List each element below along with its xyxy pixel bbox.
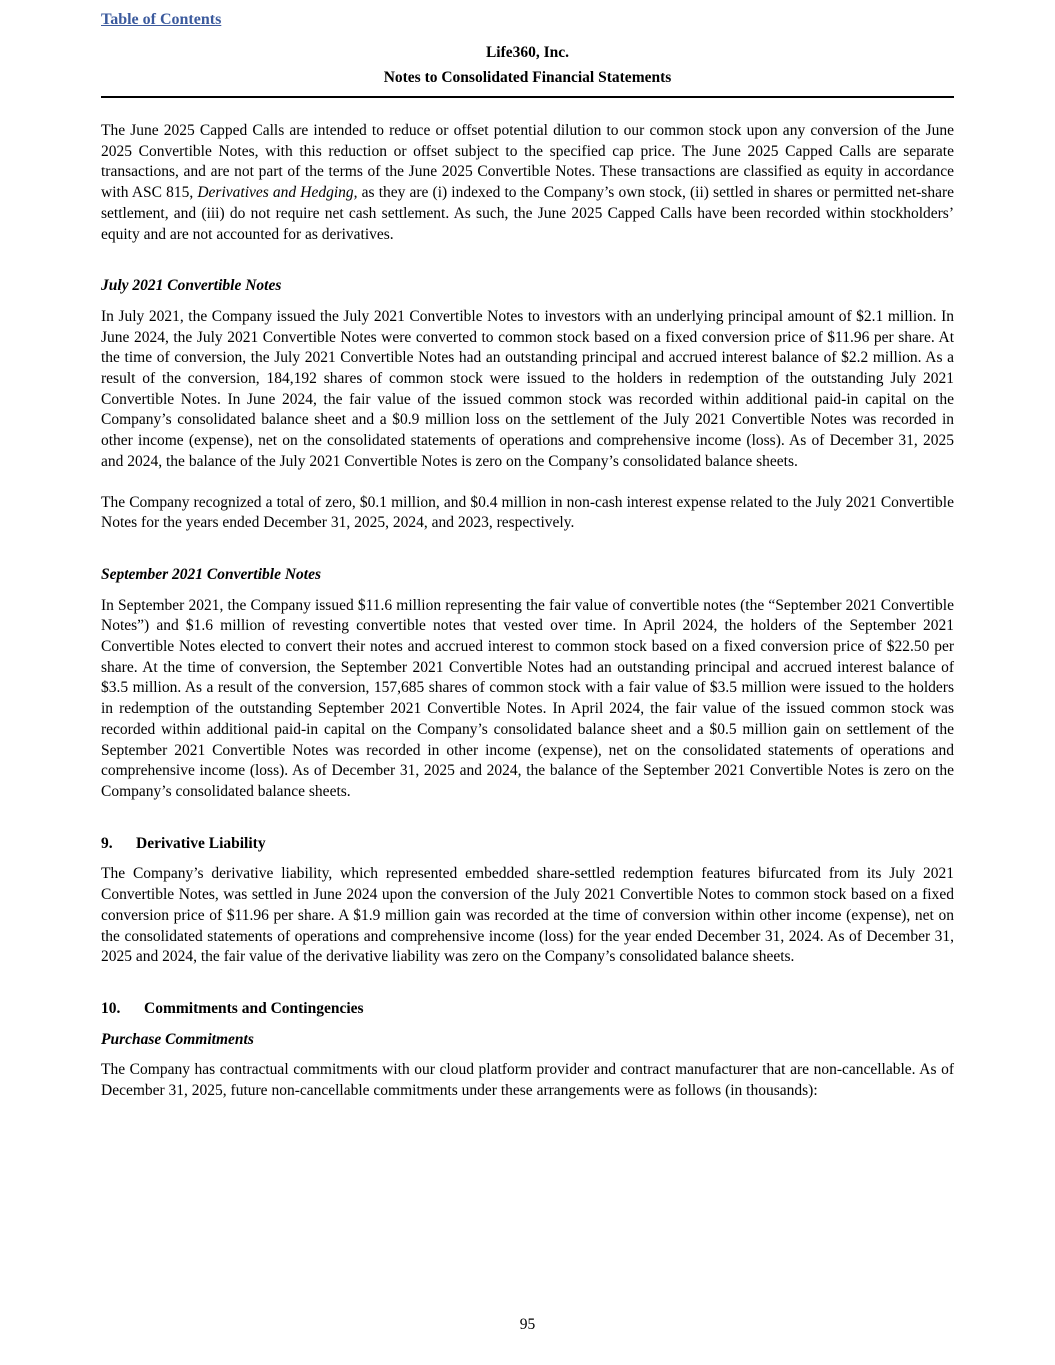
table-of-contents-link[interactable]: Table of Contents [101,11,222,28]
page-subtitle: Notes to Consolidated Financial Statements [383,69,672,86]
commitments-paragraph: The Company has contractual commitments with our cloud platform provider and contract manufacturer that are non-cancellable. As of December 31, 2025, future non-cancellable commitments under these arrangements were as follows (in thousands): [101,1061,954,1100]
section-title: Commitments and Contingencies [144,999,364,1017]
capped-calls-text-a: The June 2025 Capped Calls are intended to reduce or offset potential dilution to our common stock upon any conversion of the June 2025 Convertible Notes, with this reduction or offset subject to the specified cap price. The June 2025 Capped Calls are separate transactions, and are not part of the terms of the June 2025 Convertible Notes. These transactions are classified as equity in accordance with ASC 815, [101,122,954,202]
section-number: 9. [101,834,113,852]
capped-calls-text-b: as they are (i) indexed to the Company’s own stock, (ii) settled in shares or permitted net-share settlement, and (iii) do not require net cash settlement. As such, the June 2025 Capped Calls have been recorded within stockholders’ equity and are not accounted for as derivatives. [101,184,955,243]
page-number: 95 [519,1316,536,1333]
derivative-liability-paragraph: The Company’s derivative liability, which represented embedded share-settled redemption features bifurcated from its July 2021 Convertible Notes, was settled in June 2024 upon the conversion of the July 2021 Convertible Notes to common stock based on a fixed conversion price of $11.96 per share. A $1.9 million gain was recorded at the time of conversion within other income (expense), net on the consolidated statements of operations and comprehensive income (loss) for the year ended December 31, 2024. As of December 31, 2025 and 2024, the fair value of the derivative liability was zero on the Company’s consolidated balance sheets. [101,865,954,966]
capped-calls-paragraph [101,121,954,245]
july-2021-heading: July 2021 Convertible Notes [101,277,282,295]
september-2021-heading: September 2021 Convertible Notes [101,565,321,583]
july-2021-paragraph-2: The Company recognized a total of zero, $0.1 million, and $0.4 million in non-cash interest expense related to the July 2021 Convertible Notes for the years ended December 31, 2025, 2024, and 2023, respectively. [101,493,954,532]
derivative-liability-heading [101,834,954,855]
section-number: 10. [101,999,121,1017]
july-2021-paragraph-1: In July 2021, the Company issued the July 2021 Convertible Notes to investors with an underlying principal amount of $2.1 million. In June 2024, the July 2021 Convertible Notes were converted to common stock based on a fixed conversion price of $11.96 per share. At the time of conversion, the July 2021 Convertible Notes had an outstanding principal and accrued interest balance of $2.2 million. As a result of the conversion, 184,192 shares of common stock were issued to the holders in redemption of the outstanding July 2021 Convertible Notes. In June 2024, the fair value of the issued common stock was recorded within additional paid-in capital on the Company’s consolidated balance sheet and a $0.9 million loss on the settlement of the July 2021 Convertible Notes was recorded in other income (expense), net on the consolidated statements of operations and comprehensive income (loss). As of December 31, 2025 and 2024, the balance of the July 2021 Convertible Notes is zero on the Company’s consolidated balance sheets. [101,307,954,470]
header-rule [101,96,954,98]
capped-calls-italic: Derivatives and Hedging, [197,184,358,202]
company-name: Life360, Inc. [485,44,570,61]
section-title: Derivative Liability [136,834,266,852]
commitments-heading [101,999,954,1020]
document-body [101,121,954,1102]
september-2021-paragraph: In September 2021, the Company issued $11.6 million representing the fair value of convertible notes (the “September 2021 Convertible Notes”) and $1.6 million of revesting convertible notes that vested over time. In April 2024, the holders of the September 2021 Convertible Notes elected to convert their notes and accrued interest to common stock based on a fixed conversion price of $22.50 per share. At the time of conversion, the September 2021 Convertible Notes had an outstanding principal and accrued interest balance of $3.5 million. As a result of the conversion, 157,685 shares of common stock with a fair value of $3.5 million were issued to the holders in redemption of the outstanding September 2021 Convertible Notes. In April 2024, the fair value of the issued common stock was recorded within additional paid-in capital on the Company’s consolidated balance sheet and a $0.5 million gain on settlement of the September 2021 Convertible Notes was recorded in other income (expense), net on the consolidated statements of operations and comprehensive income (loss). As of December 31, 2025 and 2024, the balance of the September 2021 Convertible Notes is zero on the Company’s consolidated balance sheets. [101,596,954,800]
purchase-commitments-heading: Purchase Commitments [101,1030,254,1048]
